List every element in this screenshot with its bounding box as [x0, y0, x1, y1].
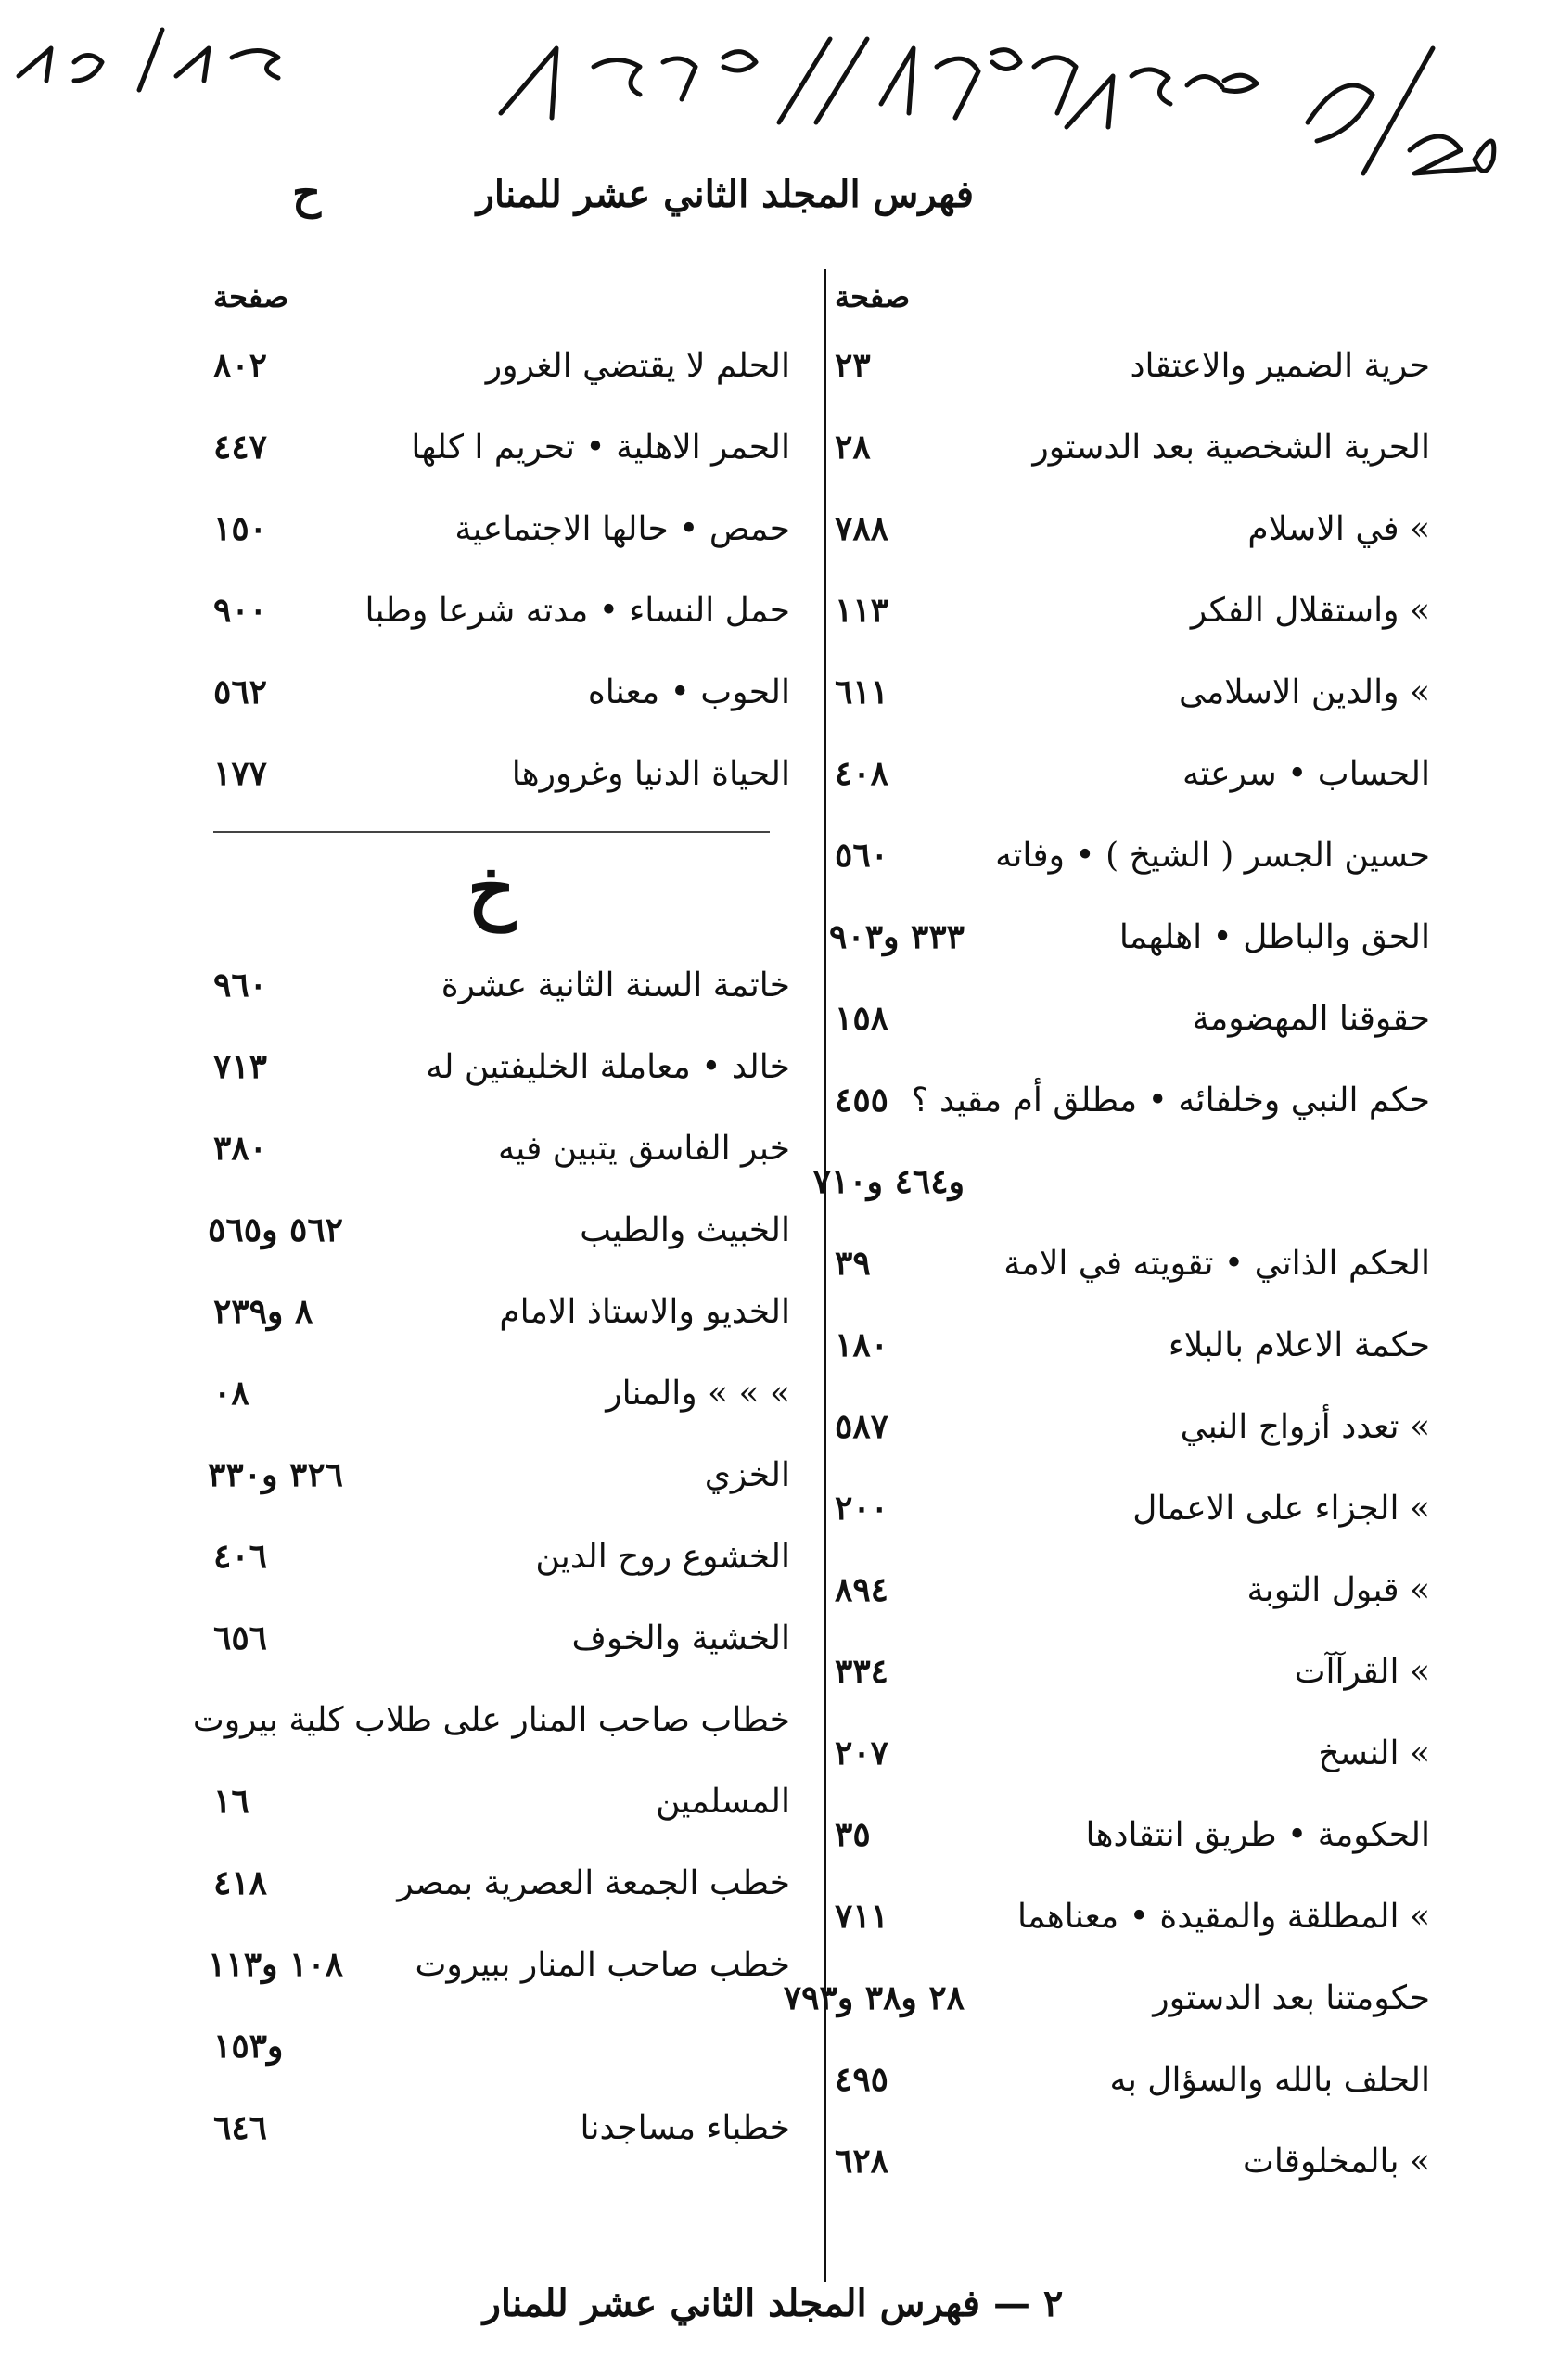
index-entry [825, 2039, 1437, 2120]
index-entry [825, 1712, 1437, 1794]
entry-page-number: ٦٥٦ [213, 1619, 268, 1657]
index-entry [825, 733, 1437, 814]
entry-page-number: و١٥٣ [213, 2027, 284, 2066]
index-entry [825, 1631, 1437, 1712]
entry-page-number: ٢٠٠ [835, 1489, 889, 1528]
index-entry [185, 1924, 798, 2005]
entry-term: خالد • معاملة الخليفتين له [426, 1047, 790, 1086]
index-entry [825, 1549, 1437, 1631]
index-entry [825, 1467, 1437, 1549]
index-entry [825, 325, 1437, 406]
entry-page-number: ٢٨ [835, 428, 871, 467]
entry-page-number: ٦١١ [835, 672, 889, 711]
entry-term: » بالمخلوقات [1242, 2142, 1430, 2181]
entry-term: خاتمة السنة الثانية عشرة [441, 966, 790, 1004]
entry-term: الحق والباطل • اهلهما [1118, 917, 1430, 956]
entry-page-number: ٦٤٦ [213, 2108, 268, 2147]
entry-term: الحكومة • طريق انتقادها [1085, 1815, 1430, 1854]
entry-page-number: ٥٦٠ [835, 836, 889, 875]
entry-page-number: ٩٠٠ [213, 591, 268, 630]
section-letter: ح [292, 167, 321, 219]
index-entry [185, 1760, 798, 1842]
index-entries-right [783, 325, 1437, 2202]
entry-term: الحكم الذاتي • تقويته في الامة [1003, 1244, 1430, 1283]
entry-term: الحساب • سرعته [1182, 754, 1430, 793]
index-entry [185, 1597, 798, 1679]
index-entry [825, 406, 1437, 488]
index-entry [185, 1271, 798, 1352]
index-entry [185, 325, 798, 406]
entry-page-number: ٤٠٦ [213, 1537, 268, 1576]
entry-term: » قبول التوبة [1246, 1570, 1430, 1609]
index-entry [825, 1304, 1437, 1386]
index-entry [825, 978, 1437, 1059]
letter-heading: خ [467, 845, 516, 932]
entry-page-number: ٤٩٥ [835, 2060, 889, 2099]
entry-term: الخشية والخوف [571, 1619, 790, 1657]
index-entry [185, 406, 798, 488]
index-entry [825, 488, 1437, 569]
index-entry [825, 1386, 1437, 1467]
index-column-left [185, 269, 798, 2169]
entry-page-number: ٢٨ و٣٨ و٧٩٣ [783, 1978, 965, 2017]
entry-page-number: ٩٦٠ [213, 966, 268, 1004]
entry-page-number: ٤٥٥ [835, 1081, 889, 1120]
entry-term: خطب الجمعة العصرية بمصر [397, 1863, 790, 1902]
index-entry [185, 1842, 798, 1924]
running-title: فهرس المجلد الثاني عشر للمنار [476, 173, 974, 216]
entry-page-number: ٣٣٤ [835, 1652, 889, 1691]
entry-term: » والدين الاسلامى [1178, 672, 1430, 711]
entry-page-number: ١٧٧ [213, 754, 268, 793]
entry-page-number: ١٥٠ [213, 509, 268, 548]
entry-term: حقوقنا المهضومة [1192, 999, 1430, 1038]
page-column-label: صفحة [213, 279, 289, 314]
page-column-label: صفحة [835, 279, 911, 314]
entry-term: » » » والمنار [606, 1374, 790, 1413]
entry-page-number: ٧١١ [835, 1897, 889, 1936]
entry-page-number: ٧٨٨ [835, 509, 889, 548]
entry-term: حكم النبي وخلفائه • مطلق أم مقيد ؟ [911, 1081, 1430, 1120]
entry-page-number: ١٨٠ [835, 1325, 889, 1364]
entry-page-number: ٨٩٤ [835, 1570, 889, 1609]
entry-term: » النسخ [1318, 1734, 1430, 1772]
entry-term: حكمة الاعلام بالبلاء [1168, 1325, 1430, 1364]
entry-term: خطباء مساجدنا [580, 2108, 790, 2147]
entry-page-number: ٤٤٧ [213, 428, 268, 467]
entry-term: الخبيث والطيب [580, 1210, 790, 1249]
entry-term: خطاب صاحب المنار على طلاب كلية بيروت [192, 1700, 790, 1739]
index-columns [185, 269, 1437, 2282]
entry-page-number: ٥٨٧ [835, 1407, 889, 1446]
index-entry [185, 1189, 798, 1271]
entry-term: الخديو والاستاذ الامام [499, 1292, 790, 1331]
entry-term: الحوب • معناه [587, 672, 790, 711]
entry-term: » القرآآت [1294, 1652, 1430, 1691]
entry-page-number: ٣٢٦ و٣٣٠ [208, 1455, 343, 1494]
entry-page-number: ١٦ [213, 1782, 249, 1821]
index-entries-left-after [185, 944, 798, 2169]
index-entry [825, 1059, 1437, 1141]
entry-page-number: ٣٨٠ [213, 1129, 268, 1168]
entry-page-number: ٣٩ [835, 1244, 871, 1283]
entry-term: حمل النساء • مدته شرعا وطبا [364, 591, 790, 630]
entry-term: » واستقلال الفكر [1190, 591, 1430, 630]
index-entry [185, 944, 798, 1026]
index-entry [825, 814, 1437, 896]
entry-page-number: ٨٠٢ [213, 346, 268, 385]
index-entry [185, 1679, 798, 1760]
entry-page-number: ٤١٨ [213, 1863, 268, 1902]
index-entry [825, 2120, 1437, 2202]
index-column-right [783, 269, 1437, 2202]
index-entry [783, 1957, 1437, 2039]
entry-page-number: ٥٦٢ و٥٦٥ [208, 1210, 343, 1249]
handwritten-annotations [0, 11, 1546, 187]
entry-term: حسين الجسر ( الشيخ ) • وفاته [995, 836, 1430, 875]
entry-page-number: ٣٣٣ و٩٠٣ [829, 917, 965, 956]
index-entry [185, 1434, 798, 1516]
entry-term: المسلمين [656, 1782, 790, 1821]
entry-page-number: ٠٨ [213, 1374, 249, 1413]
index-entry [185, 2087, 798, 2169]
index-entry [185, 1026, 798, 1107]
index-entry [825, 1794, 1437, 1875]
handwritten-marks-icon [0, 11, 1546, 187]
entry-term: » في الاسلام [1247, 509, 1430, 548]
entry-term: خطب صاحب المنار ببيروت [415, 1945, 790, 1984]
index-entry [825, 1875, 1437, 1957]
entry-page-number: ٨ و٢٣٩ [213, 1292, 313, 1331]
entry-term: حمص • حالها الاجتماعية [454, 509, 790, 548]
entry-page-number: ٢٣ [835, 346, 871, 385]
entry-term: الحمر الاهلية • تحريم ا كلها [411, 428, 790, 467]
page-footer: ٢ — فهرس المجلد الثاني عشر للمنار [482, 2282, 1064, 2325]
entry-page-number: ٢٠٧ [835, 1734, 889, 1772]
entry-term: حرية الضمير والاعتقاد [1130, 346, 1430, 385]
entry-page-number: ٤٠٨ [835, 754, 889, 793]
entry-term: » تعدد أزواج النبي [1180, 1407, 1430, 1446]
index-entry [185, 1107, 798, 1189]
entry-term: الحلف بالله والسؤال به [1109, 2060, 1430, 2099]
entry-term: الحرية الشخصية بعد الدستور [1032, 428, 1430, 467]
entry-page-number: ٥٦٢ [213, 672, 268, 711]
index-entry [185, 2005, 798, 2087]
entry-term: الحلم لا يقتضي الغرور [485, 346, 790, 385]
index-entry [825, 651, 1437, 733]
index-entry [185, 1516, 798, 1597]
entry-term: حكومتنا بعد الدستور [1153, 1978, 1430, 2017]
entry-term: الحياة الدنيا وغرورها [511, 754, 790, 793]
entry-page-number: ٣٥ [835, 1815, 871, 1854]
entry-page-number: ١٥٨ [835, 999, 889, 1038]
entry-page-number: ٦٢٨ [835, 2142, 889, 2181]
index-entry [825, 896, 1437, 978]
entry-page-number: ١١٣ [835, 591, 889, 630]
index-entry [825, 569, 1437, 651]
entry-page-number: ١٠٨ و١١٣ [208, 1945, 343, 1984]
index-entry [185, 1352, 798, 1434]
entry-term: » المطلقة والمقيدة • معناهما [1016, 1897, 1430, 1936]
entry-term: خبر الفاسق يتبين فيه [497, 1129, 790, 1168]
page-header [185, 165, 1410, 239]
entry-term: الخزي [704, 1455, 790, 1494]
entry-page-number: ٧١٣ [213, 1047, 268, 1086]
index-entries-left-before [185, 325, 798, 814]
entry-term: » الجزاء على الاعمال [1132, 1489, 1430, 1528]
entry-page-number: و٤٦٤ و٧١٠ [812, 1162, 965, 1201]
index-entry [812, 1141, 1437, 1222]
index-entry [185, 651, 798, 733]
index-entry [825, 1222, 1437, 1304]
index-entry [185, 733, 798, 814]
index-entry [185, 488, 798, 569]
entry-term: الخشوع روح الدين [535, 1537, 790, 1576]
index-entry [185, 569, 798, 651]
